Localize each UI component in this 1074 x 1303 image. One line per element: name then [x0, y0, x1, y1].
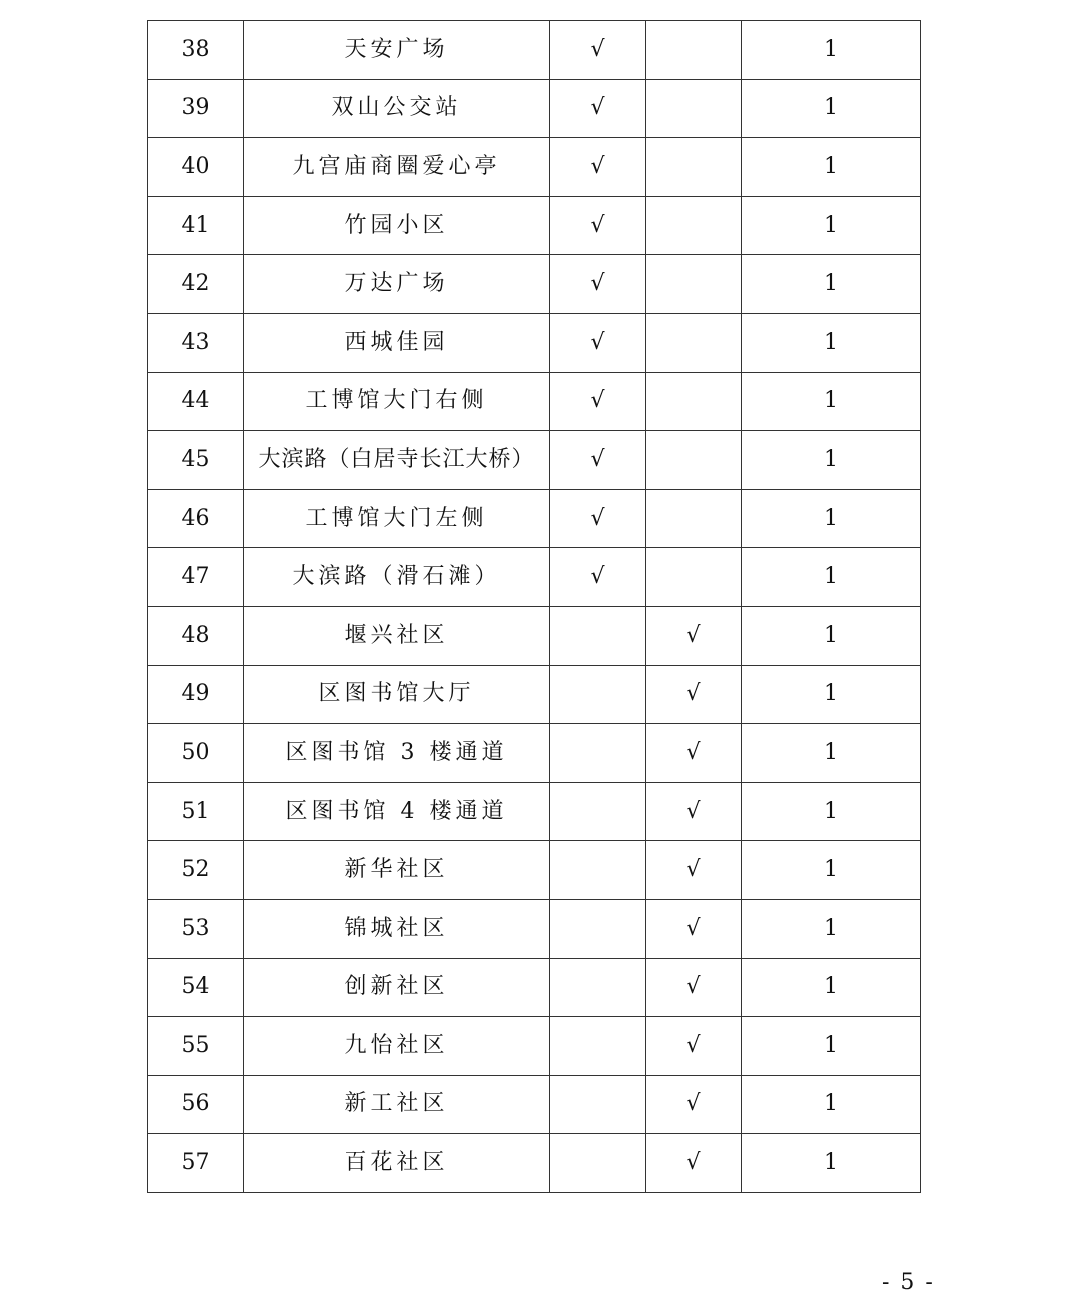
table-row [148, 665, 921, 724]
check-column-b: √ [646, 1017, 742, 1076]
check-column-a: √ [550, 255, 646, 314]
location-name: 西城佳园 [244, 313, 550, 372]
quantity: 1 [742, 1134, 921, 1193]
check-column-b [646, 548, 742, 607]
check-column-a: √ [550, 196, 646, 255]
check-column-a: √ [550, 431, 646, 490]
quantity: 1 [742, 21, 921, 80]
check-column-b: √ [646, 782, 742, 841]
row-number: 44 [148, 372, 244, 431]
table-row [148, 21, 921, 80]
page-number: - 5 - [882, 1270, 935, 1295]
check-column-b: √ [646, 1075, 742, 1134]
check-column-a: √ [550, 21, 646, 80]
row-number: 41 [148, 196, 244, 255]
table-row [148, 372, 921, 431]
location-name: 九宫庙商圈爱心亭 [244, 138, 550, 197]
table-row [148, 548, 921, 607]
location-name: 工博馆大门左侧 [244, 489, 550, 548]
table-row [148, 958, 921, 1017]
location-name: 新工社区 [244, 1075, 550, 1134]
check-column-b [646, 431, 742, 490]
row-number: 53 [148, 899, 244, 958]
row-number: 43 [148, 313, 244, 372]
table-row [148, 79, 921, 138]
quantity: 1 [742, 1075, 921, 1134]
location-name: 大滨路（滑石滩） [244, 548, 550, 607]
row-number: 56 [148, 1075, 244, 1134]
table-row [148, 899, 921, 958]
location-name: 百花社区 [244, 1134, 550, 1193]
check-column-a: √ [550, 548, 646, 607]
row-number: 50 [148, 724, 244, 783]
check-column-b: √ [646, 958, 742, 1017]
table-row [148, 196, 921, 255]
check-column-b: √ [646, 841, 742, 900]
row-number: 40 [148, 138, 244, 197]
table-row [148, 1075, 921, 1134]
quantity: 1 [742, 372, 921, 431]
check-column-b: √ [646, 1134, 742, 1193]
row-number: 57 [148, 1134, 244, 1193]
location-name: 工博馆大门右侧 [244, 372, 550, 431]
quantity: 1 [742, 958, 921, 1017]
check-column-b [646, 313, 742, 372]
location-name: 天安广场 [244, 21, 550, 80]
check-column-a [550, 841, 646, 900]
quantity: 1 [742, 606, 921, 665]
location-name: 九怡社区 [244, 1017, 550, 1076]
check-column-a [550, 606, 646, 665]
table-row [148, 782, 921, 841]
row-number: 42 [148, 255, 244, 314]
row-number: 55 [148, 1017, 244, 1076]
check-column-b: √ [646, 899, 742, 958]
location-name: 区图书馆 4 楼通道 [244, 782, 550, 841]
row-number: 45 [148, 431, 244, 490]
check-column-a: √ [550, 313, 646, 372]
check-column-a: √ [550, 489, 646, 548]
check-column-a [550, 899, 646, 958]
check-column-b: √ [646, 665, 742, 724]
row-number: 47 [148, 548, 244, 607]
check-column-b [646, 196, 742, 255]
location-name: 区图书馆大厅 [244, 665, 550, 724]
row-number: 51 [148, 782, 244, 841]
table-row [148, 1134, 921, 1193]
location-name: 锦城社区 [244, 899, 550, 958]
table-row [148, 138, 921, 197]
quantity: 1 [742, 431, 921, 490]
quantity: 1 [742, 313, 921, 372]
check-column-b: √ [646, 606, 742, 665]
row-number: 39 [148, 79, 244, 138]
check-column-b [646, 372, 742, 431]
table-row [148, 606, 921, 665]
check-column-b [646, 255, 742, 314]
quantity: 1 [742, 782, 921, 841]
check-column-b [646, 489, 742, 548]
location-name: 万达广场 [244, 255, 550, 314]
check-column-a [550, 1134, 646, 1193]
row-number: 52 [148, 841, 244, 900]
location-name: 堰兴社区 [244, 606, 550, 665]
row-number: 54 [148, 958, 244, 1017]
table-row [148, 431, 921, 490]
location-name: 竹园小区 [244, 196, 550, 255]
quantity: 1 [742, 899, 921, 958]
check-column-a: √ [550, 372, 646, 431]
quantity: 1 [742, 138, 921, 197]
quantity: 1 [742, 489, 921, 548]
quantity: 1 [742, 724, 921, 783]
table-row [148, 841, 921, 900]
location-table [147, 20, 921, 1193]
row-number: 46 [148, 489, 244, 548]
table-row [148, 1017, 921, 1076]
quantity: 1 [742, 1017, 921, 1076]
row-number: 38 [148, 21, 244, 80]
table-row [148, 255, 921, 314]
location-name: 双山公交站 [244, 79, 550, 138]
location-name: 新华社区 [244, 841, 550, 900]
quantity: 1 [742, 841, 921, 900]
check-column-b [646, 21, 742, 80]
row-number: 49 [148, 665, 244, 724]
location-name: 大滨路（白居寺长江大桥） [244, 431, 550, 490]
check-column-a [550, 724, 646, 783]
check-column-a [550, 1017, 646, 1076]
table-body [148, 21, 921, 1193]
quantity: 1 [742, 548, 921, 607]
quantity: 1 [742, 196, 921, 255]
check-column-a [550, 665, 646, 724]
check-column-a: √ [550, 138, 646, 197]
table-row [148, 489, 921, 548]
check-column-a: √ [550, 79, 646, 138]
check-column-a [550, 1075, 646, 1134]
table-row [148, 313, 921, 372]
check-column-b: √ [646, 724, 742, 783]
quantity: 1 [742, 79, 921, 138]
quantity: 1 [742, 255, 921, 314]
location-name: 区图书馆 3 楼通道 [244, 724, 550, 783]
quantity: 1 [742, 665, 921, 724]
row-number: 48 [148, 606, 244, 665]
check-column-a [550, 782, 646, 841]
location-name: 创新社区 [244, 958, 550, 1017]
check-column-b [646, 138, 742, 197]
check-column-b [646, 79, 742, 138]
check-column-a [550, 958, 646, 1017]
table-row [148, 724, 921, 783]
